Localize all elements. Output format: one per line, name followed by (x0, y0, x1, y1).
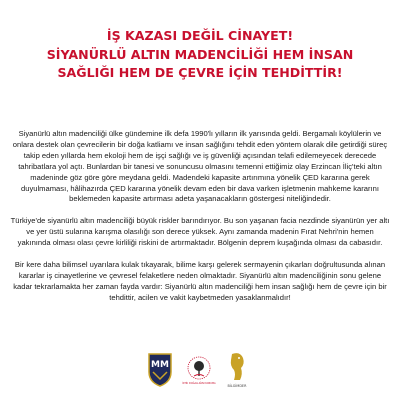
title-line-2: SİYANÜRLÜ ALTIN MADENCİLİĞİ HEM İNSAN (46, 46, 354, 62)
statement-body (10, 129, 390, 304)
tree-emblem-logo (182, 354, 216, 386)
mm-logo-text: MM (151, 360, 169, 370)
title-line-1: İŞ KAZASI DEĞİL CİNAYET! (106, 28, 294, 43)
paragraph-3: Bir kere daha bilimsel uyarılara kulak tıkayarak, bilime karşı gelerek sermayenin çıkarları doğrultusunda alınan kararlar iş cinayetlerine ve çevresel felaketlere neden olmaktadır. Siyanürlü altın madenciliğinin sonu gelene kadar tekrarlamakta her zaman fayda vardır: Siyanürlü altın madenciliği hem insan sağlığı hem de çevre için bir tehdittir, acilen ve vakit kaybetmeden yasaklanmalıdır! (13, 260, 387, 302)
horse-logo-text: BİLGİMDER (227, 384, 247, 388)
paragraph-2: Türkiye'de siyanürlü altın madenciliği büyük riskler barındırıyor. Bu son yaşanan facia nezdinde siyanürün yer altı ve yer üstü sularına karışma olasılığı son derece yüksek. Aynı zamanda madenin Fırat Nehri'nin hemen yakınında olması olası çevre kirliliği riskini de artırmaktadır. Bölgenin deprem kuşağında olması da cabasıdır. (10, 216, 390, 248)
tree-logo-text: İKTİK DOĞALLIĞINI KORUMA (182, 382, 216, 385)
organization-logos (0, 350, 400, 390)
mm-shield-logo (147, 352, 173, 388)
statement-title (10, 27, 390, 83)
paragraph-1: Siyanürlü altın madenciliği ülke gündemine ilk defa 1990'lı yılların ilk yarısında geldi. Bergamalı köylülerin ve onlara destek olan çevrecilerin bir doğa katliamı ve insan sağlığını tehdit eden yöntem olarak dile getirdiği süreç takip eden yıllarda hem ekoloji hem de işçi sağlığı ve iş güvenliği açısından telafi edilemeyecek derecede tahribatlara yol açtı. Bunlardan bir tanesi ve sonuncusu olmasını temenni ettiğimiz olay Erzincan İliç'teki altın madeninde göz göre göre meydana geldi. Madendeki kapasite artırımına yönelik ÇED kararına gerek duyulmaması, hâlihazırda ÇED kararına yönelik devam eden bir dava varken işletmenin mahkeme kararını beklemeden kapasite artırması adeta yaşanacakların göstergesi niteliğindedir. (12, 129, 388, 204)
horse-emblem-logo (226, 350, 248, 390)
title-line-3: SAĞLIĞI HEM DE ÇEVRE İÇİN TEHDİTTİR! (57, 65, 343, 80)
